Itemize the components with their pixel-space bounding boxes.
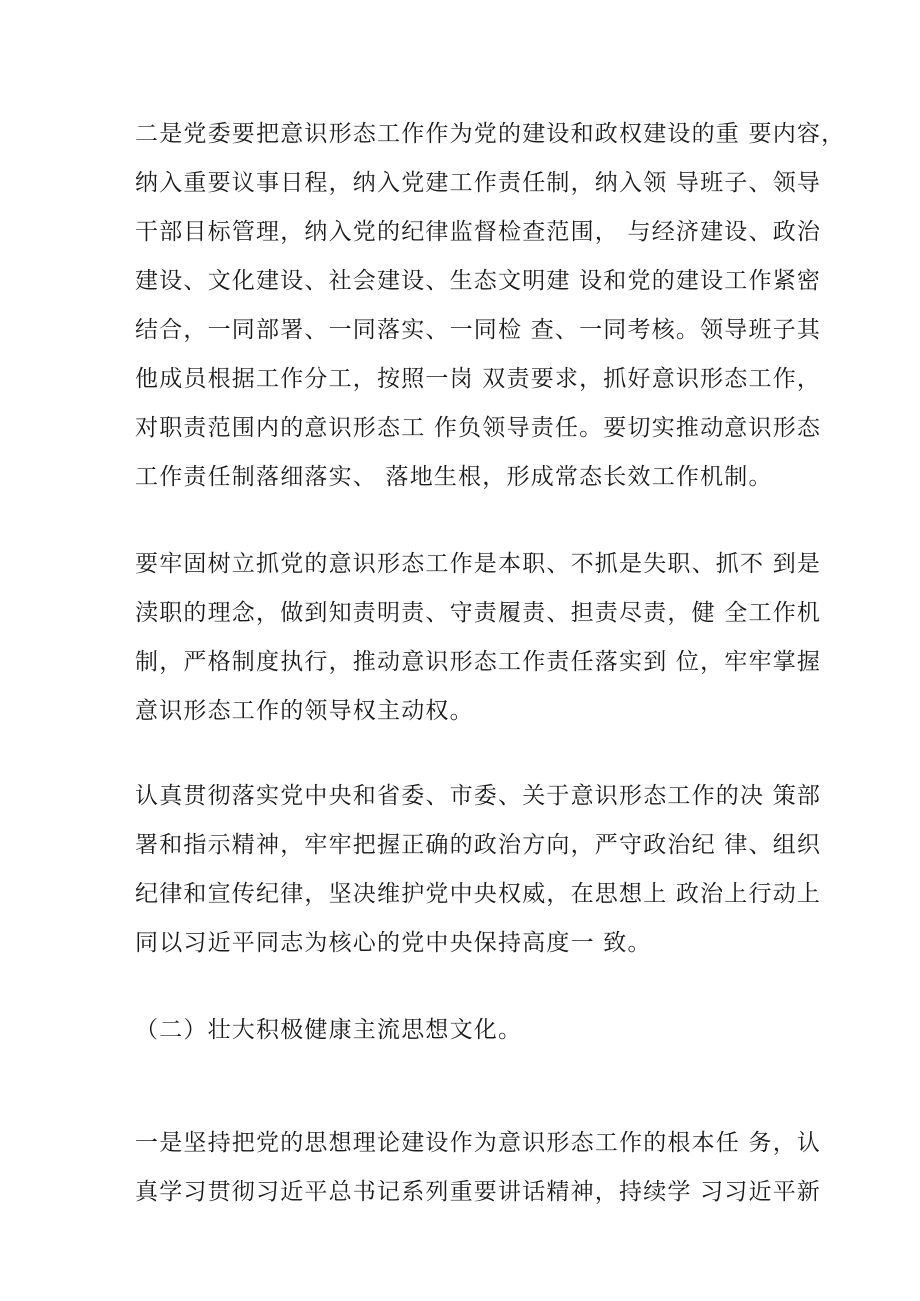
text-line: 要牢固树立抓党的意识形态工作是本职、不抓是失职、抓不 到是 xyxy=(135,551,822,577)
text-line: 纳入重要议事日程，纳入党建工作责任制，纳入领 导班子、领导 xyxy=(135,170,822,196)
paragraph-implement-deployment xyxy=(135,772,822,968)
text-line: 同以习近平同志为核心的党中央保持高度一 致。 xyxy=(135,930,652,956)
paragraph-work-philosophy xyxy=(135,540,822,736)
section-heading xyxy=(135,1006,815,1055)
text-line: 渎职的理念，做到知责明责、守责履责、担责尽责，健 全工作机 xyxy=(135,600,822,626)
heading-line: （二）壮大积极健康主流思想文化。 xyxy=(135,1017,523,1043)
text-line: 纪律和宣传纪律，坚决维护党中央权威，在思想上 政治上行动上 xyxy=(135,881,822,907)
text-line: 一是坚持把党的思想理论建设作为意识形态工作的根本任 务，认 xyxy=(135,1130,822,1156)
text-line: 二是党委要把意识形态工作作为党的建设和政权建设的重 要内容， xyxy=(135,121,846,147)
text-line: 署和指示精神，牢牢把握正确的政治方向，严守政治纪 律、组织 xyxy=(135,832,822,858)
text-line: 他成员根据工作分工，按照一岗 双责要求，抓好意识形态工作， xyxy=(135,366,822,392)
text-line: 认真贯彻落实党中央和省委、市委、关于意识形态工作的决 策部 xyxy=(135,783,822,809)
paragraph-theory-building xyxy=(135,1119,822,1217)
text-line: 建设、文化建设、社会建设、生态文明建 设和党的建设工作紧密 xyxy=(135,268,822,294)
text-line: 对职责范围内的意识形态工 作负领导责任。要切实推动意识形态 xyxy=(135,415,822,441)
text-line: 干部目标管理，纳入党的纪律监督检查范围， 与经济建设、政治 xyxy=(135,219,822,245)
text-line: 真学习贯彻习近平总书记系列重要讲话精神，持续学 习习近平新 xyxy=(135,1179,822,1205)
text-line: 意识形态工作的领导权主动权。 xyxy=(135,698,474,724)
text-line: 结合，一同部署、一同落实、一同检 查、一同考核。领导班子其 xyxy=(135,317,822,343)
paragraph-party-committee-responsibility xyxy=(135,110,846,502)
text-line: 工作责任制落细落实、 落地生根，形成常态长效工作机制。 xyxy=(135,464,773,490)
text-line: 制，严格制度执行，推动意识形态工作责任落实到 位，牢牢掌握 xyxy=(135,649,822,675)
